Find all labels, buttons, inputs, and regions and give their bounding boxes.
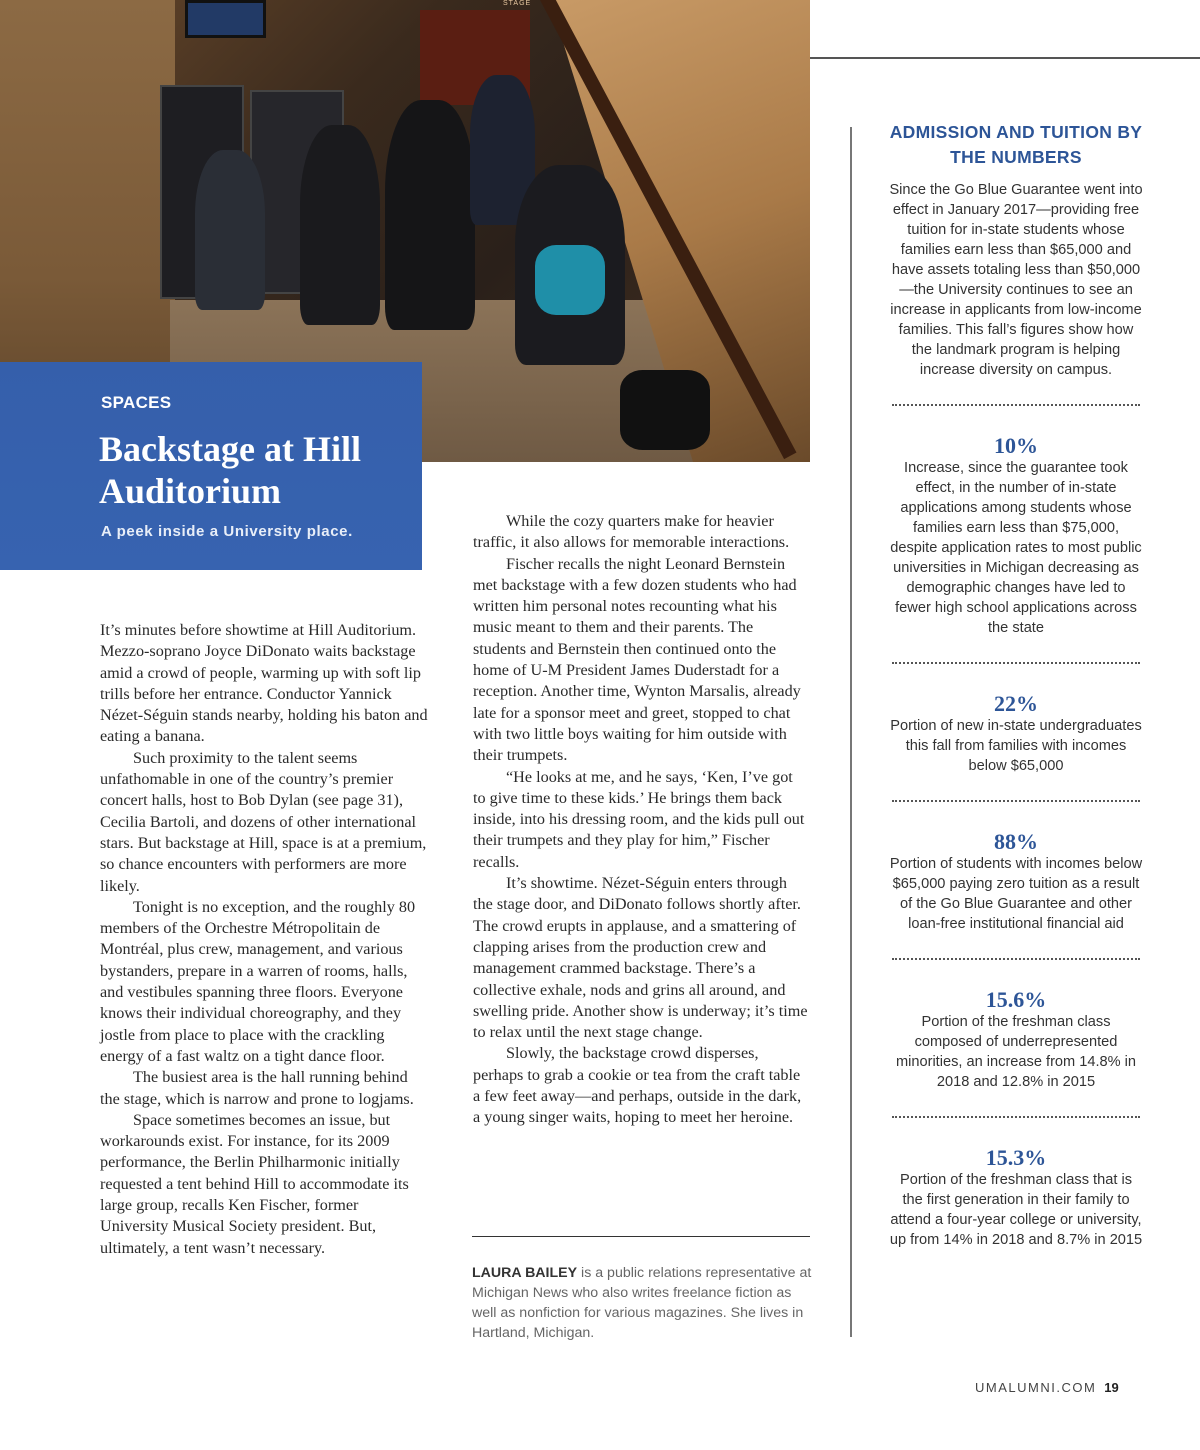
- author-byline: [472, 1263, 817, 1343]
- stat-block: [888, 434, 1144, 638]
- dotted-divider: [892, 800, 1140, 802]
- stat-description: Portion of the freshman class composed of underrepresented minorities, an increase from 14.8% in 2018 and 12.8% in 2015: [895, 1014, 1137, 1090]
- photo-person: [300, 125, 380, 325]
- photo-backpack: [620, 370, 710, 450]
- article-paragraph: The busiest area is the hall running behind the stage, which is narrow and prone to logjams.: [100, 1068, 414, 1108]
- author-name: LAURA BAILEY: [472, 1265, 578, 1281]
- article-column-middle: [473, 511, 808, 1129]
- stat-description: Portion of students with incomes below $65,000 paying zero tuition as a result of the Go Blue Guarantee and other loan-free institutional financial aid: [889, 856, 1143, 932]
- photo-stage-sign: STAGE: [503, 0, 532, 7]
- stat-description: Portion of the freshman class that is the first generation in their family to attend a four-year college or university, up from 14% in 2018 and 8.7% in 2015: [889, 1172, 1143, 1248]
- article-paragraph: It’s showtime. Nézet-Séguin enters through the stage door, and DiDonato follows shortly after. The crowd erupts in applause, and a smattering of clapping arises from the production crew and management crammed backstage. There’s a collective exhale, nods and grins all around, and swelling pride. Another show is underway; it’s time to relax until the next stage change.: [473, 874, 808, 1042]
- article-paragraph: It’s minutes before showtime at Hill Auditorium. Mezzo-soprano Joyce DiDonato waits backstage amid a crowd of people, warming up with soft lip trills before her entrance. Conductor Yannick Nézet-Séguin stands nearby, holding his baton and eating a banana.: [100, 621, 428, 746]
- page-footer: [975, 1380, 1119, 1395]
- sidebar-divider: [850, 127, 852, 1337]
- article-paragraph: Fischer recalls the night Leonard Bernstein met backstage with a few dozen students who had written him personal notes recounting what his music meant to them and their parents. The students and Bernstein then continued onto the home of U-M President James Duderstadt for a reception. Another time, Wynton Marsalis, already late for a sponsor meet and greet, stopped to chat with two little boys waiting for him outside with their trumpets.: [473, 554, 801, 765]
- sidebar-title: ADMISSION AND TUITION BY THE NUMBERS: [889, 122, 1143, 167]
- stat-block: [888, 830, 1144, 934]
- page-subtitle: A peek inside a University place.: [101, 523, 353, 540]
- article-paragraph: “He looks at me, and he says, ‘Ken, I’ve got to give time to these kids.’ He brings them back inside, into his dressing room, and the kids pull out their trumpets and they play for him,” Fischer recalls.: [473, 767, 805, 871]
- sidebar-intro: Since the Go Blue Guarantee went into effect in January 2017—providing free tuition for in-state students whose families earn less than $65,000 and have assets totaling less than $50,000—the University continues to see an increase in applicants from low-income families. This fall’s figures show how the landmark program is helping increase diversity on campus.: [889, 182, 1143, 378]
- article-paragraph: Slowly, the backstage crowd disperses, perhaps to grab a cookie or tea from the craft table a few feet away—and perhaps, outside in the dark, a young singer waits, hoping to meet her heroine.: [473, 1044, 802, 1127]
- stat-value: 15.3%: [985, 1145, 1047, 1170]
- numbers-sidebar: [888, 120, 1144, 1250]
- dotted-divider: [892, 1116, 1140, 1118]
- byline-divider: [472, 1236, 810, 1237]
- article-paragraph: While the cozy quarters make for heavier traffic, it also allows for memorable interactions.: [473, 512, 790, 552]
- page-title: Backstage at Hill Auditorium: [99, 429, 361, 511]
- photo-person: [195, 150, 265, 310]
- stat-value: 15.6%: [985, 987, 1047, 1012]
- article-paragraph: Space sometimes becomes an issue, but workarounds exist. For instance, for its 2009 performance, the Berlin Philharmonic initially requested a tent behind Hill to accommodate its large group, recalls Ken Fischer, former University Musical Society president. But, ultimately, a tent wasn’t necessary.: [100, 1110, 409, 1257]
- page-number: 19: [1104, 1380, 1119, 1395]
- author-bio: is a public relations representative at Michigan News who also writes freelance fiction as well as nonfiction for various magazines. She lives in Hartland, Michigan.: [472, 1265, 812, 1341]
- photo-jacket: [535, 245, 605, 315]
- article-paragraph: Such proximity to the talent seems unfathomable in one of the country’s premier concert halls, host to Bob Dylan (see page 31), Cecilia Bartoli, and dozens of other international stars. But backstage at Hill, space is at a premium, so chance encounters with performers are more likely.: [100, 748, 427, 895]
- dotted-divider: [892, 958, 1140, 960]
- stat-block: [888, 1146, 1144, 1250]
- dotted-divider: [892, 662, 1140, 664]
- stat-description: Increase, since the guarantee took effect, in the number of in-state applications among students whose families earn less than $75,000, despite application rates to most public universities in Michigan decreasing as demographic changes have led to fewer high school applications across the state: [890, 460, 1142, 636]
- stat-block: [888, 988, 1144, 1092]
- dotted-divider: [892, 404, 1140, 406]
- photo-monitor: [185, 0, 266, 38]
- stat-value: 10%: [994, 433, 1038, 458]
- section-kicker: SPACES: [101, 393, 172, 412]
- article-paragraph: Tonight is no exception, and the roughly 80 members of the Orchestre Métropolitain de Montréal, plus crew, management, and various bystanders, prepare in a warren of rooms, halls, and vestibules spanning three floors. Everyone knows their individual choreography, and they jostle from place to place with the crackling energy of a fast waltz on a tight dance floor.: [100, 897, 416, 1065]
- photo-person: [385, 100, 475, 330]
- stat-value: 22%: [994, 691, 1038, 716]
- stat-block: [888, 692, 1144, 776]
- article-column-left: [100, 620, 430, 1259]
- stat-value: 88%: [994, 829, 1038, 854]
- site-url: UMALUMNI.COM: [975, 1380, 1097, 1395]
- top-divider: [810, 57, 1200, 59]
- stat-description: Portion of new in-state undergraduates this fall from families with incomes below $65,000: [890, 718, 1142, 774]
